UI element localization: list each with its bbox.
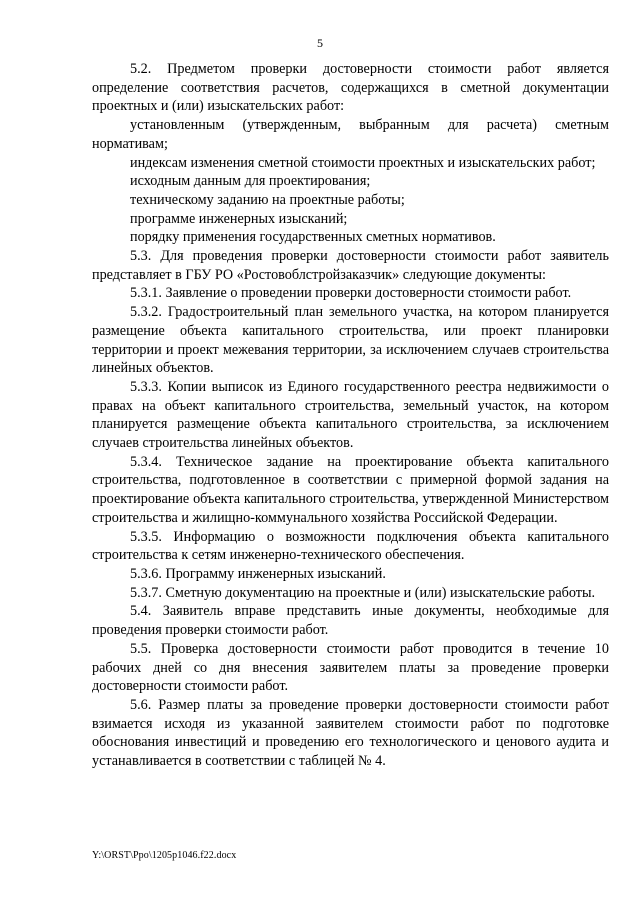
list-item-initial-data: исходным данным для проектирования; [130,173,371,190]
file-path-footer: Y:\ORST\Ppo\1205p1046.f22.docx [92,850,237,861]
paragraph-5-3-3: 5.3.3. Копии выписок из Единого государственного реестра недвижимости о правах на объект капитального строительства, земельный участок, на котором планируется размещение объекта капитального строительства, за исключением случаев строительства линейных объектов. [92,378,609,452]
paragraph-5-5: 5.5. Проверка достоверности стоимости работ проводится в течение 10 рабочих дней со дня внесения заявителем платы за проведение проверки достоверности стоимости работ. [92,640,609,695]
list-item-norms: установленным (утвержденным, выбранным для расчета) сметным нормативам; [92,117,609,152]
paragraph-5-3: 5.3. Для проведения проверки достоверности стоимости работ заявитель представляет в ГБУ РО «Ростовоблстройзаказчик» следующие документы: [92,248,609,283]
list-item-application-order: порядку применения государственных сметных нормативов. [130,229,496,246]
paragraph-5-3-1: 5.3.1. Заявление о проведении проверки достоверности стоимости работ. [130,285,572,302]
paragraph-5-6: 5.6. Размер платы за проведение проверки достоверности стоимости работ взимается исходя из указанной заявителем стоимости работ по подготовке обоснования инвестиций и проведению его технологического и ценового аудита и устанавливается в соответствии с таблицей № 4. [92,696,609,770]
paragraph-5-3-4: 5.3.4. Техническое задание на проектирование объекта капитального строительства, подготовленное в соответствии с примерной формой задания на проектирование объекта капитального строительства, утвержденной Министерством строительства и жилищно-коммунального хозяйства Российской Федерации. [92,453,609,526]
paragraph-5-4: 5.4. Заявитель вправе представить иные документы, необходимые для проведения проверки стоимости работ. [92,603,609,639]
paragraph-5-2: 5.2. Предметом проверки достоверности стоимости работ является определение соответствия расчетов, содержащихся в сметной документации проектных и (или) изыскательских работ: [92,61,609,115]
list-item-indexes: индексам изменения сметной стоимости проектных и изыскательских работ; [130,154,596,171]
paragraph-5-3-5: 5.3.5. Информацию о возможности подключения объекта капитального строительства к сетям инженерно-технического обеспечения. [92,528,609,564]
list-item-technical-task: техническому заданию на проектные работы; [130,191,405,208]
document-body [92,60,609,771]
paragraph-5-3-7: 5.3.7. Сметную документацию на проектные и (или) изыскательские работы. [130,584,596,601]
paragraph-5-3-2: 5.3.2. Градостроительный план земельного участка, на котором планируется размещение объекта капитального строительства, или проект планировки территории и проект межевания территории, за исключением случаев строительства линейных объектов. [92,304,609,377]
paragraph-5-3-6: 5.3.6. Программу инженерных изысканий. [130,565,386,582]
page-number: 5 [317,36,323,50]
list-item-survey-program: программе инженерных изысканий; [130,210,348,227]
